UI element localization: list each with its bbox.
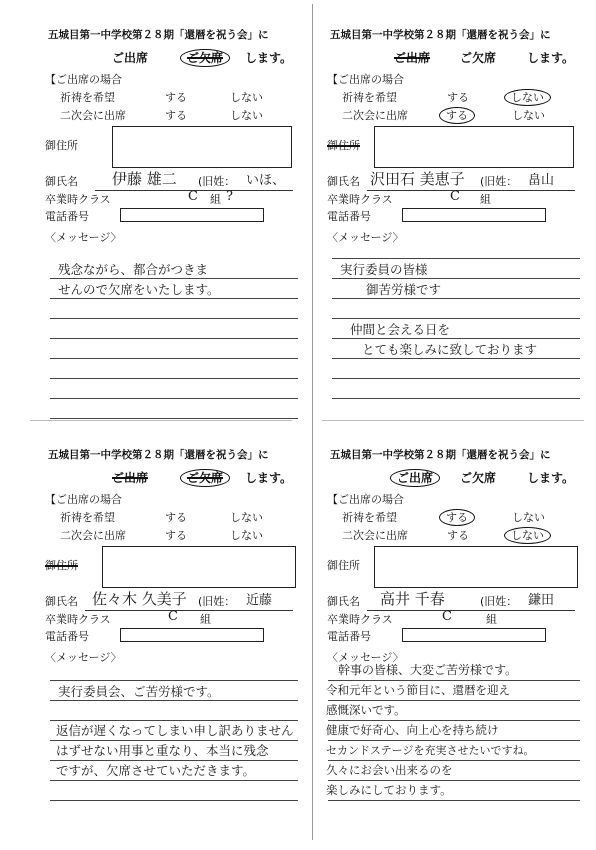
absent-option[interactable]: ご欠席 xyxy=(180,469,230,487)
name-value: 高井 千春 xyxy=(380,590,445,608)
maiden-value: 畠山 xyxy=(528,173,555,188)
address-redacted-box xyxy=(374,126,574,168)
class-value: C xyxy=(442,609,452,624)
name-underline xyxy=(367,190,575,191)
phone-redacted-box xyxy=(402,208,546,222)
phone-redacted-box xyxy=(120,628,264,642)
class-label: 卒業時クラス xyxy=(327,613,393,626)
message-line xyxy=(50,378,298,379)
message-line xyxy=(328,720,580,721)
message-line xyxy=(50,720,298,721)
party-label: 二次会に出席 xyxy=(60,109,126,122)
message-text: 御苦労様です xyxy=(366,282,442,297)
message-line xyxy=(328,760,580,761)
message-line xyxy=(332,318,580,319)
message-line xyxy=(332,338,580,339)
maiden-value: 鎌田 xyxy=(528,593,555,608)
maiden-label: (旧姓： xyxy=(198,595,236,608)
name-value: 伊藤 雄二 xyxy=(112,170,177,188)
address-redacted-box xyxy=(102,546,296,588)
message-text: ですが、欠席させていただきます。 xyxy=(56,763,256,778)
absent-option[interactable]: ご欠席 xyxy=(180,49,230,67)
class-label: 卒業時クラス xyxy=(45,613,111,626)
message-text: 返信が遅くなってしまい申し訳ありません xyxy=(56,723,294,738)
address-label: 御住所 xyxy=(327,559,360,572)
group-label: 組 xyxy=(210,193,221,206)
attendance-section-label: 【ご出席の場合 xyxy=(45,73,122,86)
message-line xyxy=(50,338,298,339)
absent-option[interactable]: ご欠席 xyxy=(460,51,497,65)
address-redacted-box xyxy=(112,126,292,168)
prayer-no[interactable]: しない xyxy=(230,511,263,524)
party-yes[interactable]: する xyxy=(165,109,187,122)
group-label: 組 xyxy=(200,613,211,626)
address-label: 御住所 xyxy=(45,139,78,152)
message-text: せんので欠席をいたします。 xyxy=(58,282,220,297)
message-text: 実行委員会、ご苦労様です。 xyxy=(58,684,220,699)
name-value: 佐々木 久美子 xyxy=(92,590,187,608)
party-label: 二次会に出席 xyxy=(342,529,408,542)
prayer-label: 祈祷を希望 xyxy=(342,91,397,104)
message-line xyxy=(50,700,298,701)
party-label: 二次会に出席 xyxy=(342,109,408,122)
message-line xyxy=(332,278,580,279)
name-value: 沢田石 美恵子 xyxy=(370,170,465,188)
phone-label: 電話番号 xyxy=(327,210,371,223)
message-text: 健康で好奇心、向上心を持ち続け xyxy=(326,723,499,737)
message-line xyxy=(332,298,580,299)
maiden-value: いほ、 xyxy=(246,173,286,188)
class-value: C xyxy=(450,189,460,204)
message-line xyxy=(332,358,580,359)
attend-option[interactable]: ご出席 xyxy=(112,471,149,485)
message-text: 令和元年という節目に、還暦を迎え xyxy=(326,683,510,697)
attendance-section-label: 【ご出席の場合 xyxy=(327,493,404,506)
attend-option[interactable]: ご出席 xyxy=(394,51,431,65)
message-line xyxy=(50,358,298,359)
message-line xyxy=(50,760,298,761)
message-line xyxy=(50,298,298,299)
attendance-section-label: 【ご出席の場合 xyxy=(45,493,122,506)
reply-card-4 xyxy=(322,440,596,850)
message-line xyxy=(50,740,298,741)
phone-label: 電話番号 xyxy=(45,210,89,223)
message-label: 〈メッセージ〉 xyxy=(45,651,122,664)
phone-label: 電話番号 xyxy=(45,630,89,643)
message-text: 幹事の皆様、大変ご苦労様です。 xyxy=(338,663,518,677)
message-line xyxy=(50,680,298,681)
attendance-section-label: 【ご出席の場合 xyxy=(327,73,404,86)
prayer-no[interactable]: しない xyxy=(504,89,551,106)
maiden-label: (旧姓： xyxy=(480,175,518,188)
prayer-no[interactable]: しない xyxy=(512,511,545,524)
class-value: C xyxy=(168,609,178,624)
message-text: とても楽しみに致しております xyxy=(362,342,538,357)
message-label: 〈メッセージ〉 xyxy=(45,231,122,244)
card-header: 五城目第一中学校第２８期「還暦を祝う会」に xyxy=(330,29,551,41)
message-label: 〈メッセージ〉 xyxy=(327,231,404,244)
party-label: 二次会に出席 xyxy=(60,529,126,542)
attend-option[interactable]: ご出席 xyxy=(112,51,149,65)
message-text: 残念ながら、都合がつきま xyxy=(58,262,209,277)
card-header: 五城目第一中学校第２８期「還暦を祝う会」に xyxy=(48,449,269,461)
name-label: 御氏名 xyxy=(45,175,78,188)
class-label: 卒業時クラス xyxy=(45,193,111,206)
reply-card-1 xyxy=(40,20,320,430)
party-no[interactable]: しない xyxy=(230,529,263,542)
prayer-yes[interactable]: する xyxy=(439,509,475,526)
class-value: C xyxy=(188,189,198,204)
name-underline xyxy=(85,610,293,611)
message-text: 久々にお会い出来るのを xyxy=(326,763,453,777)
message-line xyxy=(50,800,298,801)
suffix-text: します。 xyxy=(245,471,293,485)
suffix-text: します。 xyxy=(527,51,575,65)
maiden-label: (旧姓： xyxy=(480,595,518,608)
prayer-label: 祈祷を希望 xyxy=(60,511,115,524)
message-line xyxy=(50,278,298,279)
phone-label: 電話番号 xyxy=(327,630,371,643)
suffix-text: します。 xyxy=(245,51,293,65)
name-underline xyxy=(367,610,575,611)
party-yes[interactable]: する xyxy=(165,529,187,542)
reply-card-3 xyxy=(40,440,320,850)
message-line xyxy=(50,318,298,319)
message-line xyxy=(328,800,580,801)
message-line xyxy=(50,418,298,419)
party-no[interactable]: しない xyxy=(230,109,263,122)
message-text: セカンドステージを充実させたいですね。 xyxy=(326,744,535,757)
phone-redacted-box xyxy=(120,208,264,222)
address-label: 御住所 xyxy=(327,139,360,152)
message-text: 楽しみにしております。 xyxy=(326,783,452,797)
prayer-label: 祈祷を希望 xyxy=(60,91,115,104)
party-yes[interactable]: する xyxy=(447,529,469,542)
message-line xyxy=(332,258,580,259)
reply-card-2 xyxy=(322,20,596,430)
name-label: 御氏名 xyxy=(45,595,78,608)
message-text: 実行委員の皆様 xyxy=(340,262,428,277)
address-redacted-box xyxy=(374,546,578,588)
prayer-yes[interactable]: する xyxy=(165,511,187,524)
message-line xyxy=(328,740,580,741)
attend-option[interactable]: ご出席 xyxy=(390,469,440,487)
group-label: 組 xyxy=(486,613,497,626)
card-header: 五城目第一中学校第２８期「還暦を祝う会」に xyxy=(330,449,551,461)
message-line xyxy=(328,780,580,781)
name-label: 御氏名 xyxy=(327,175,360,188)
prayer-yes[interactable]: する xyxy=(447,91,469,104)
class-label: 卒業時クラス xyxy=(327,193,393,206)
name-label: 御氏名 xyxy=(327,595,360,608)
address-label: 御住所 xyxy=(45,559,78,572)
phone-redacted-box xyxy=(402,628,546,642)
message-label: 〈メッセージ〉 xyxy=(327,651,404,664)
suffix-text: します。 xyxy=(527,471,575,485)
absent-option[interactable]: ご欠席 xyxy=(460,471,497,485)
prayer-yes[interactable]: する xyxy=(165,91,187,104)
maiden-value: 近藤 xyxy=(246,593,273,608)
party-no[interactable]: しない xyxy=(512,109,545,122)
maiden-label: (旧姓： xyxy=(198,175,236,188)
message-line xyxy=(50,780,298,781)
message-line xyxy=(328,700,580,701)
message-text: 感慨深いです。 xyxy=(326,703,406,717)
prayer-label: 祈祷を希望 xyxy=(342,511,397,524)
message-line xyxy=(332,398,580,399)
class-extra: ? xyxy=(226,189,233,204)
party-yes[interactable]: する xyxy=(439,107,475,124)
card-header: 五城目第一中学校第２８期「還暦を祝う会」に xyxy=(48,29,269,41)
message-text: はずせない用事と重なり、本当に残念 xyxy=(56,743,269,758)
party-no[interactable]: しない xyxy=(504,527,551,544)
message-line xyxy=(332,378,580,379)
message-line xyxy=(50,398,298,399)
group-label: 組 xyxy=(480,193,491,206)
message-text: 仲間と会える日を xyxy=(350,322,451,337)
message-line xyxy=(328,680,580,681)
prayer-no[interactable]: しない xyxy=(230,91,263,104)
